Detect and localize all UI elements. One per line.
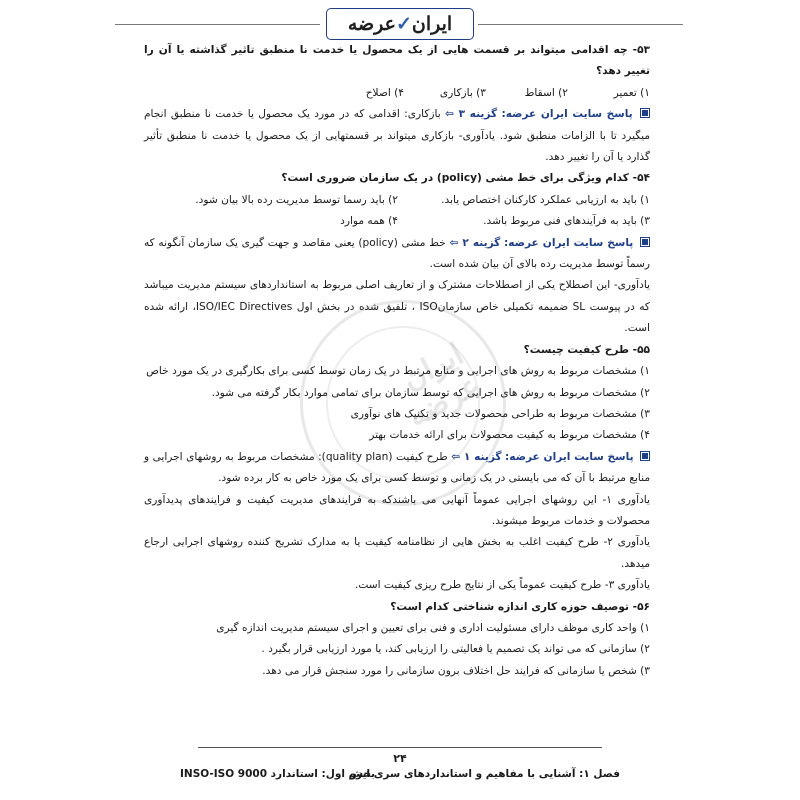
- q54-answer: [144, 233, 650, 276]
- q53-answer: [144, 104, 650, 168]
- q54-answer-tag: پاسخ سایت ایران عرضه:: [504, 236, 634, 249]
- q53-option-3: ۳) بازکاری: [439, 86, 486, 99]
- watermark-text: ایران عرضه: [299, 299, 507, 507]
- logo-check-icon: ✓: [395, 13, 412, 35]
- page-header: [0, 6, 800, 42]
- q53-answer-text: بازکاری: اقدامی که در مورد یک محصول یا خدمت نا منطبق انجام میگیرد تا با الزامات منطبق شود. یادآوری- بازکاری میتواند بر قسمتهایی از یک محصول یا خدمت نا منطبق تأثیر گذارد یا آن را تغییر دهد.: [144, 108, 650, 164]
- question-54-options-row-1: [144, 190, 650, 211]
- q55-note-2: یادآوری ۲- طرح کیفیت اغلب به بخش هایی از نظامنامه کیفیت یا به مدارک تشریح کننده روشهای اجرایی ارجاع میدهد.: [144, 536, 650, 570]
- q56-option-3: ۳) شخص یا سازمانی که فرایند حل اختلاف برون سازمانی را مورد سنجش قرار می دهد.: [262, 664, 650, 677]
- q55-option-3: ۳) مشخصات مربوط به طراحی محصولات جدید و تکنیک های نوآوری: [350, 407, 650, 420]
- footer-part: بخش اول: استاندارد INSO-ISO 9000: [180, 768, 375, 780]
- q54-option-4: ۴) همه موارد: [340, 215, 398, 228]
- q55-note-3: یادآوری ۳- طرح کیفیت عموماً یکی از نتایج طرح ریزی کیفیت است.: [354, 579, 650, 592]
- q53-answer-choice: گزینه ۳ ⇦: [445, 108, 498, 121]
- q54-answer-text: خط مشی (policy) یعنی مقاصد و جهت گیری یک سازمان آنگونه که رسماً توسط مدیریت رده بالای آن بیان شده است.: [144, 236, 650, 271]
- q54-option-2: ۲) باید رسما توسط مدیریت رده بالا بیان شود.: [195, 193, 398, 206]
- q55-option-2: ۲) مشخصات مربوط به روش های اجرایی که توسط سازمان برای تمامی موارد بکار گرفته می شود.: [211, 386, 650, 399]
- q55-answer-text: طرح کیفیت (quality plan): مشخصات مربوط به روشهای اجرایی و منابع مرتبط با آن که می بایستی در یک زمانی و توسط کسی برای یک مورد خاص به کار برده شود.: [144, 450, 650, 485]
- checkbox-icon: [640, 451, 650, 461]
- q55-answer: [144, 447, 650, 490]
- q55-note-1: یادآوری ۱- این روشهای اجرایی عموماً آنهایی می باشندکه به فرایندهای مدیریت کیفیت و فرایندهای پدیدآوری محصولات و خدمات مربوط میشوند.: [144, 493, 650, 527]
- footer-rule: [198, 747, 602, 748]
- q55-answer-tag: پاسخ سایت ایران عرضه:: [505, 450, 634, 463]
- question-56: ۵۶- توصیف حوزه کاری اندازه شناختی کدام است؟: [390, 600, 650, 613]
- q55-option-4: ۴) مشخصات مربوط به کیفیت محصولات برای ارائه خدمات بهتر: [369, 429, 650, 442]
- q53-answer-tag: پاسخ سایت ایران عرضه:: [501, 108, 633, 121]
- q53-option-2: ۲) اسقاط: [524, 86, 568, 99]
- q54-answer-choice: گزینه ۲ ⇦: [449, 236, 501, 249]
- site-logo: [326, 8, 474, 40]
- q56-option-1: ۱) واحد کاری موظف دارای مسئولیت اداری و فنی برای تعیین و اجرای سیستم مدیریت اندازه گیری: [216, 621, 650, 634]
- q54-note: یادآوری- این اصطلاح یکی از اصطلاحات مشترک و از تعاریف اصلی مربوط به استانداردهای سیستم مدیریت میباشد که در پیوست SL ضمیمه تکمیلی خاص سازمانISO ، تلفیق شده در بخش اول ISO/IEC Directives، ارائه شده است.: [144, 279, 650, 335]
- q54-option-3: ۳) باید به فرآیندهای فنی مربوط باشد.: [483, 215, 650, 228]
- question-53: ۵۳- چه اقدامی میتواند بر قسمت هایی از یک محصول یا خدمت نا منطبق تاثیر گذاشته یا آن را تغییر دهد؟: [144, 44, 650, 78]
- question-54: ۵۴- کدام ویژگی برای خط مشی (policy) در یک سازمان ضروری است؟: [281, 172, 650, 185]
- checkbox-icon: [640, 108, 650, 118]
- footer-chapter: فصل ۱: آشنایی با مفاهیم و استانداردهای سری ایزو: [349, 768, 620, 780]
- header-rule-left: [115, 24, 320, 25]
- page-footer: [180, 768, 620, 784]
- page-content: [144, 40, 650, 682]
- q56-option-2: ۲) سازمانی که می تواند یک تصمیم یا فعالیتی را ارزیابی کند، یا مورد ارزیابی قرار بگیرد .: [261, 643, 650, 656]
- q54-note-ltr: ISO/IEC Directives: [195, 300, 293, 313]
- q55-answer-choice: گزینه ۱ ⇦: [451, 450, 502, 463]
- q55-option-1: ۱) مشخصات مربوط به روش های اجرایی و منابع مرتبط در یک زمان توسط کسی برای بکارگیری در یک مورد خاص: [146, 365, 650, 378]
- q54-option-1: ۱) باید به ارزیابی عملکرد کارکنان اختصاص یابد.: [441, 193, 650, 206]
- arrow-left-icon: ⇦: [445, 108, 454, 121]
- logo-text-left: ایران: [411, 13, 453, 35]
- q53-option-4: ۴) اصلاح: [365, 86, 404, 99]
- checkbox-icon: [640, 237, 650, 247]
- question-53-options: [144, 83, 650, 104]
- header-rule-right: [478, 24, 683, 25]
- question-55: ۵۵- طرح کیفیت چیست؟: [523, 343, 650, 356]
- question-54-options-row-2: [144, 211, 650, 232]
- page-number: ۲۴: [393, 752, 407, 765]
- logo-text-right: عرضه: [347, 13, 396, 35]
- arrow-left-icon: ⇦: [451, 450, 461, 463]
- arrow-left-icon: ⇦: [449, 236, 459, 249]
- q53-option-1: ۱) تعمیر: [613, 86, 650, 99]
